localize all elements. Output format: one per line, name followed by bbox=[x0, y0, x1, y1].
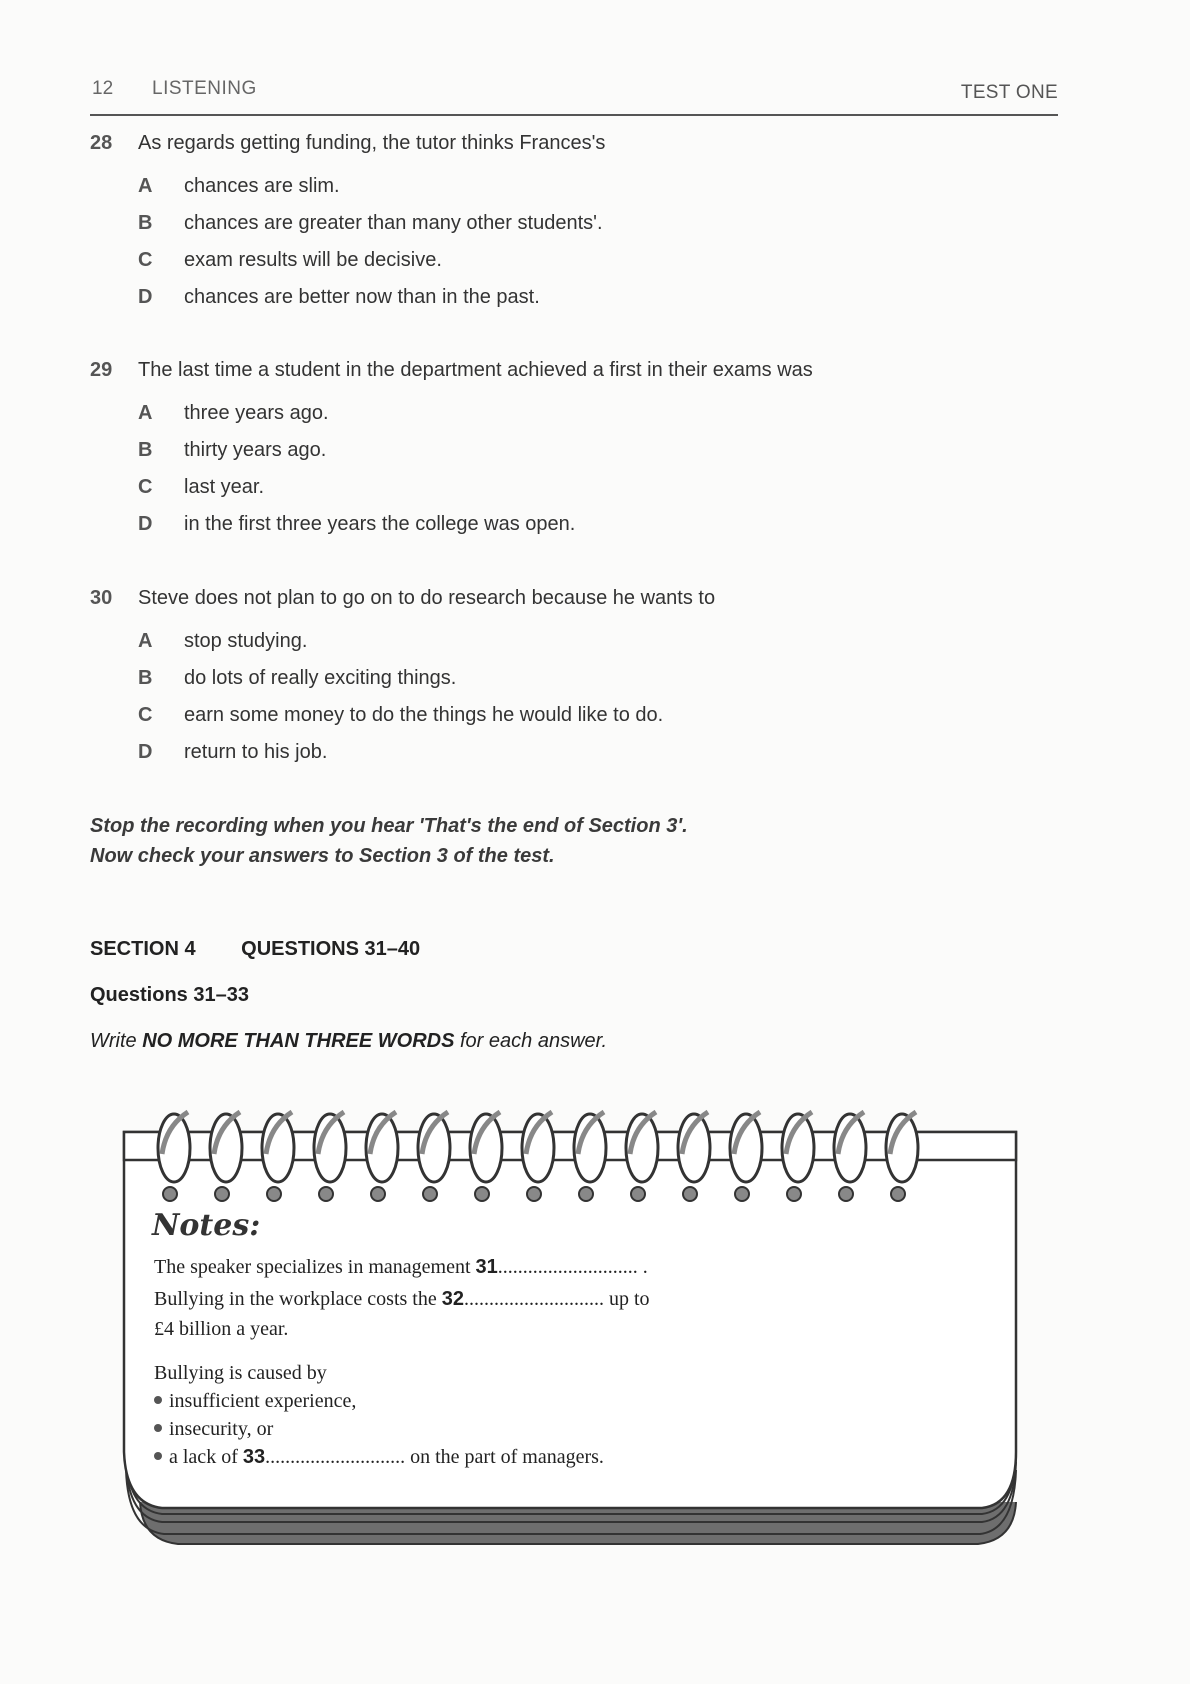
section-questions-range: QUESTIONS 31–40 bbox=[241, 938, 421, 960]
write-instruction-suffix: for each answer. bbox=[454, 1030, 608, 1052]
note-line-cost: £4 billion a year. bbox=[154, 1318, 289, 1340]
option-letter: C bbox=[138, 249, 153, 271]
section-label: SECTION 4 bbox=[90, 938, 196, 960]
write-instruction bbox=[90, 1030, 607, 1053]
option-letter: A bbox=[138, 402, 153, 424]
option-letter: D bbox=[138, 741, 153, 763]
bullet-item bbox=[154, 1418, 273, 1441]
option-letter: A bbox=[138, 630, 153, 652]
bullet-item bbox=[154, 1390, 356, 1413]
header-test-label: TEST ONE bbox=[960, 82, 1058, 103]
question-stem: The last time a student in the department achieved a first in their exams was bbox=[138, 359, 813, 381]
option-letter: B bbox=[138, 439, 153, 461]
option-letter: C bbox=[138, 476, 153, 498]
answer-blank-32: ............................ up to bbox=[463, 1288, 650, 1310]
option-letter: C bbox=[138, 704, 153, 726]
question-number-33: 33 bbox=[242, 1446, 266, 1468]
bullet-icon bbox=[154, 1424, 162, 1432]
note-line-causes: Bullying is caused by bbox=[154, 1362, 327, 1384]
bullet-text: insufficient experience, bbox=[169, 1390, 357, 1412]
note-line-32 bbox=[154, 1288, 650, 1311]
option-text: chances are better now than in the past. bbox=[184, 286, 540, 308]
write-instruction-emphasis: NO MORE THAN THREE WORDS bbox=[142, 1030, 455, 1052]
option-text: chances are greater than many other students'. bbox=[184, 212, 603, 234]
questions-subheading: Questions 31–33 bbox=[90, 984, 249, 1006]
answer-blank-31: ............................ . bbox=[497, 1256, 648, 1278]
question-stem: Steve does not plan to go on to do research because he wants to bbox=[138, 587, 716, 609]
option-text: thirty years ago. bbox=[184, 439, 327, 461]
option-letter: D bbox=[138, 286, 153, 308]
option-letter: B bbox=[138, 667, 153, 689]
option-letter: A bbox=[138, 175, 153, 197]
option-text: in the first three years the college was open. bbox=[184, 513, 576, 535]
question-number: 29 bbox=[90, 359, 113, 381]
option-text: stop studying. bbox=[184, 630, 308, 652]
option-text: three years ago. bbox=[184, 402, 329, 424]
section-heading bbox=[90, 938, 420, 961]
option-text: earn some money to do the things he would like to do. bbox=[184, 704, 664, 726]
bullet-icon bbox=[154, 1396, 162, 1404]
bullet-item-33 bbox=[154, 1446, 604, 1469]
bullet-text: a lack of bbox=[169, 1446, 243, 1468]
option-text: return to his job. bbox=[184, 741, 328, 763]
question-number-32: 32 bbox=[441, 1288, 464, 1310]
option-letter: B bbox=[138, 212, 153, 234]
question-stem: As regards getting funding, the tutor thinks Frances's bbox=[138, 132, 606, 154]
check-answers-instruction: Now check your answers to Section 3 of the test. bbox=[90, 845, 555, 867]
recording-instruction: Stop the recording when you hear 'That's the end of Section 3'. bbox=[90, 815, 688, 837]
page-header bbox=[90, 74, 1058, 116]
write-instruction-prefix: Write bbox=[90, 1030, 143, 1052]
question-number: 30 bbox=[90, 587, 113, 609]
notes-title: Notes: bbox=[152, 1208, 261, 1243]
option-text: do lots of really exciting things. bbox=[184, 667, 457, 689]
option-text: exam results will be decisive. bbox=[184, 249, 442, 271]
note-text: Bullying in the workplace costs the bbox=[154, 1288, 442, 1310]
question-number: 28 bbox=[90, 132, 113, 154]
bullet-text: insecurity, or bbox=[169, 1418, 274, 1440]
answer-blank-33: ............................ on the part of managers. bbox=[265, 1446, 604, 1468]
note-line-31 bbox=[154, 1256, 648, 1279]
option-text: chances are slim. bbox=[184, 175, 340, 197]
question-number-31: 31 bbox=[475, 1256, 498, 1278]
option-letter: D bbox=[138, 513, 153, 535]
page-number: 12 bbox=[92, 78, 114, 99]
note-text: The speaker specializes in management bbox=[154, 1256, 476, 1278]
bullet-icon bbox=[154, 1452, 162, 1460]
option-text: last year. bbox=[184, 476, 265, 498]
header-section-label: LISTENING bbox=[152, 78, 257, 99]
notepad bbox=[118, 1090, 1018, 1560]
